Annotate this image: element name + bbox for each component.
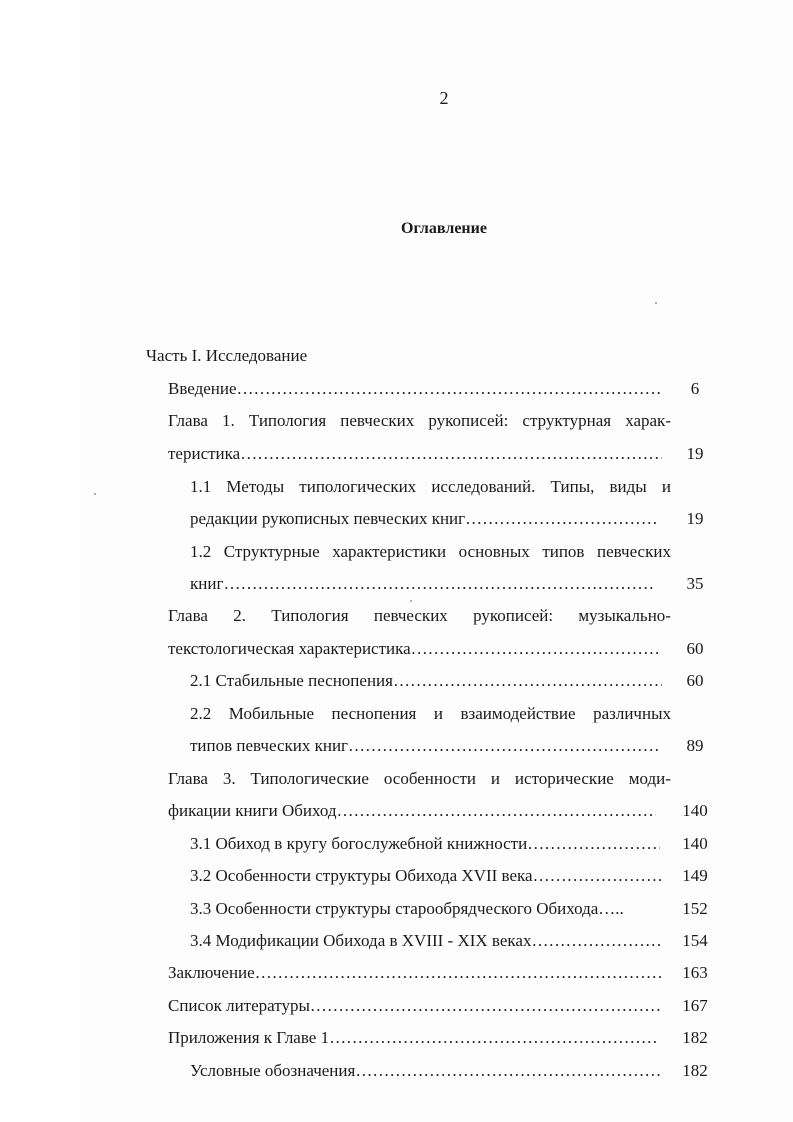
word: и [661,477,671,496]
word: Типология [248,411,327,430]
toc-page-number: 182 [682,1061,708,1080]
toc-entry-bibliography[interactable] [168,995,660,1017]
word: Типология [271,606,349,625]
toc-entry-section-3-2[interactable] [190,865,662,887]
toc-page-number: 149 [682,866,708,885]
toc-entry-label: 2.1 Стабильные песнопения [190,671,393,690]
toc-entry-label: фикации книги Обиход [168,801,337,820]
word: исторические [514,769,614,788]
toc-page-number: 19 [686,509,704,528]
toc-entry-label: 3.3 Особенности структуры старообрядческого Обихода [190,899,599,918]
toc-entry-section-1-1-cont[interactable] [190,508,658,530]
dot-leader [223,574,656,593]
word: певческих [373,606,448,625]
toc-entry-section-2-2-cont[interactable] [190,735,658,757]
toc-entry-label: 3.4 Модификации Обихода в XVIII - XIX веках [190,931,532,950]
word: типов [542,542,585,561]
word: взаимодействие [460,704,576,723]
toc-entry-label: редакции рукописных певческих книг [190,509,466,528]
word: 1. [222,411,235,430]
word: различных [593,704,671,723]
scan-speck [94,493,96,495]
dot-leader [240,444,662,463]
dot-leader [329,1028,658,1047]
toc-title: Оглавление [401,220,487,237]
word: виды [609,477,647,496]
dot-leader [531,931,662,950]
toc-entry-label: Условные обозначения [190,1061,356,1080]
toc-entry-label: Приложения к Главе 1 [168,1028,330,1047]
toc-page-number: 163 [682,963,708,982]
toc-entry-chapter-2[interactable] [168,605,671,627]
toc-entry-label: текстологическая характеристика [168,639,411,658]
word: типологических [299,477,417,496]
word: Глава [168,606,208,625]
word: рукописей: [428,411,509,430]
toc-page-number: 182 [682,1028,708,1047]
toc-entry-appendix[interactable] [168,1027,658,1049]
toc-entry-chapter-3-cont[interactable] [168,800,656,822]
toc-page-number: 60 [686,639,704,658]
word: Структурные [223,542,320,561]
toc-entry-label: Введение [168,379,237,398]
toc-entry-label: Список литературы [168,996,310,1015]
word: и [433,704,443,723]
scan-speck [410,600,412,602]
toc-entry-chapter-1-cont[interactable] [168,443,662,465]
word: характеристики [332,542,447,561]
dot-leader [310,996,660,1015]
word: Мобильные [228,704,314,723]
toc-page-number: 152 [682,899,708,918]
toc-entry-label: 3.1 Обиход в кругу богослужебной книжности [190,834,528,853]
dot-leader [393,671,662,690]
dot-leader [337,801,656,820]
dot-leader [355,1061,662,1080]
dot-leader [527,834,660,853]
word: исследований. [431,477,536,496]
toc-page-number: 154 [682,931,708,950]
word: и [490,769,501,788]
word: Методы [226,477,285,496]
toc-entry-section-3-3[interactable] [190,898,624,920]
toc-entry-chapter-1[interactable] [168,410,671,432]
toc-entry-label: теристика [168,444,241,463]
word: музыкально- [578,606,671,625]
word: 3. [222,769,236,788]
toc-entry-section-2-2[interactable] [190,703,671,725]
toc-page-number: 140 [682,834,708,853]
word: песнопения [331,704,417,723]
word: структурная [522,411,612,430]
toc-page-number: 140 [682,801,708,820]
word: 1.2 [190,542,212,561]
word: 2.2 [190,704,212,723]
toc-entry-section-3-1[interactable] [190,833,660,855]
word: Типы, [550,477,595,496]
dot-leader [255,963,662,982]
toc-page-number: 89 [686,736,704,755]
toc-page-number: 19 [686,444,704,463]
word: основных [458,542,530,561]
toc-entry-conclusion[interactable] [168,962,662,984]
toc-entry-symbols[interactable] [190,1060,662,1082]
toc-page-number: 6 [690,379,700,398]
word: певческих [597,542,671,561]
toc-entry-section-1-1[interactable] [190,476,671,498]
toc-entry-section-1-2[interactable] [190,541,671,563]
toc-entry-intro[interactable] [168,378,662,400]
word: 2. [233,606,246,625]
word: моди- [628,769,671,788]
dot-leader [348,736,658,755]
dot-leader [533,866,662,885]
dot-leader [237,379,662,398]
word: 1.1 [190,477,212,496]
dot-leader [411,639,662,658]
toc-entry-section-2-1[interactable] [190,670,662,692]
word: Глава [168,769,208,788]
toc-part-heading: Часть I. Исследование [146,346,308,365]
toc-entry-label: Заключение [168,963,255,982]
toc-page-number: 167 [682,996,708,1015]
toc-entry-label: 3.2 Особенности структуры Обихода XVII века [190,866,533,885]
toc-page-number: 60 [686,671,704,690]
toc-entry-chapter-3[interactable] [168,768,671,790]
toc-entry-section-1-2-cont[interactable] [190,573,656,595]
word: рукописей: [473,606,554,625]
toc-entry-chapter-2-cont[interactable] [168,638,662,660]
toc-entry-label: типов певческих книг [190,736,349,755]
dot-leader [465,509,658,528]
word: Типологические [250,769,369,788]
toc-entry-label: книг [190,574,224,593]
page-number: 2 [439,88,449,108]
scan-speck [655,302,657,304]
word: певческих [340,411,415,430]
word: особенности [383,769,476,788]
toc-entry-section-3-4[interactable] [190,930,662,952]
word: Глава [168,411,208,430]
dot-leader: ….. [598,899,624,918]
toc-page-number: 35 [686,574,704,593]
word: харак- [625,411,671,430]
